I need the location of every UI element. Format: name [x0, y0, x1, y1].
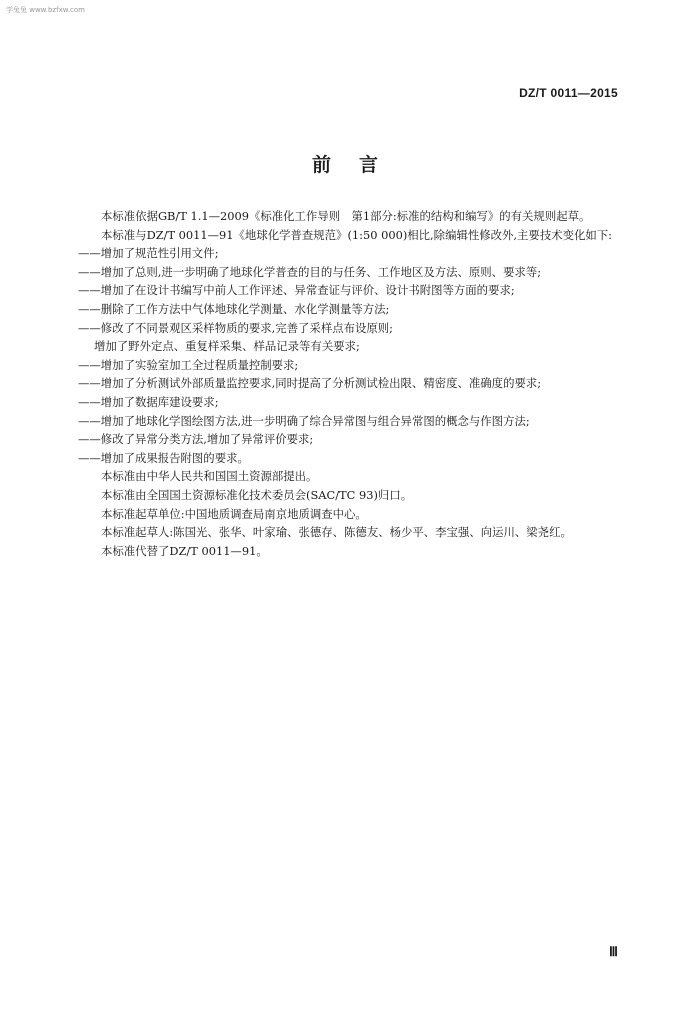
- list-item: ——增加了成果报告附图的要求。: [78, 450, 249, 465]
- document-body: [78, 207, 620, 560]
- list-item: ——增加了地球化学图绘图方法,进一步明确了综合异常图与组合异常图的概念与作图方法;: [78, 413, 530, 428]
- proposer-paragraph: 本标准由中华人民共和国国土资源部提出。: [101, 469, 318, 484]
- intro-paragraph: 本标准依据GB/T 1.1—2009《标准化工作导则 第1部分:标准的结构和编写》的有关规则起草。: [101, 209, 591, 223]
- list-item: ——增加了在设计书编写中前人工作评述、异常查证与评价、设计书附图等方面的要求;: [78, 283, 515, 298]
- list-item: ——增加了实验室加工全过程质量控制要求;: [78, 357, 299, 372]
- drafting-unit-paragraph: 本标准起草单位:中国地质调查局南京地质调查中心。: [101, 506, 367, 521]
- committee-paragraph: 本标准由全国国土资源标准化技术委员会(SAC/TC 93)归口。: [101, 487, 413, 502]
- page-title: 前言: [311, 154, 406, 176]
- list-item: ——增加了分析测试外部质量监控要求,同时提高了分析测试检出限、精密度、准确度的要求;: [78, 376, 542, 391]
- replacement-paragraph: 本标准代替了DZ/T 0011—91。: [101, 543, 268, 558]
- watermark-text: 学兔兔 www.bzfxw.com: [6, 6, 85, 14]
- page-number: Ⅲ: [609, 944, 618, 959]
- list-item: ——修改了不同景观区采样物质的要求,完善了采样点布设原则;: [78, 320, 394, 335]
- list-item-continuation: 增加了野外定点、重复样采集、样品记录等有关要求;: [94, 339, 360, 354]
- list-item: ——增加了数据库建设要求;: [78, 394, 219, 409]
- list-item: ——增加了规范性引用文件;: [78, 246, 219, 261]
- changes-intro-paragraph: 本标准与DZ/T 0011—91《地球化学普查规范》(1:50 000)相比,除编辑性修改外,主要技术变化如下:: [101, 227, 612, 242]
- drafters-paragraph: 本标准起草人:陈国光、张华、叶家瑜、张德存、陈德友、杨少平、李宝强、向运川、梁尧红。: [101, 525, 572, 540]
- list-item: ——增加了总则,进一步明确了地球化学普查的目的与任务、工作地区及方法、原则、要求等;: [78, 264, 542, 279]
- list-item: ——删除了工作方法中气体地球化学测量、水化学测量等方法;: [78, 301, 390, 316]
- standard-number: DZ/T 0011—2015: [519, 86, 618, 100]
- list-item: ——修改了异常分类方法,增加了异常评价要求;: [78, 432, 314, 447]
